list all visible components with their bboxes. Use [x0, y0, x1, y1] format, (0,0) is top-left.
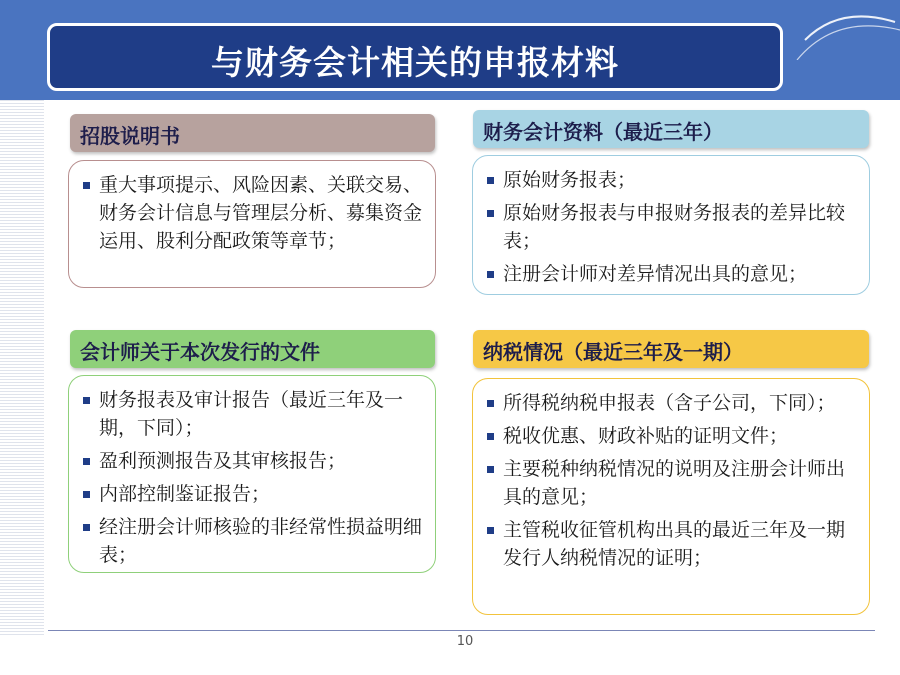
section-header-label: 财务会计资料（最近三年） [483, 120, 723, 144]
bullet-icon [83, 397, 90, 404]
list-item: 原始财务报表； [487, 166, 857, 194]
list-item: 注册会计师对差异情况出具的意见； [487, 260, 857, 288]
slide-title: 与财务会计相关的申报材料 [211, 42, 619, 82]
page-number: 10 [456, 634, 474, 649]
footer-divider [48, 630, 875, 631]
bullet-icon [487, 177, 494, 184]
bullet-icon [83, 458, 90, 465]
section-header-label: 纳税情况（最近三年及一期） [483, 340, 743, 364]
list-item: 重大事项提示、风险因素、关联交易、财务会计信息与管理层分析、募集资金运用、股利分配政策等章节； [83, 171, 423, 255]
bullet-icon [487, 271, 494, 278]
title-bar [47, 23, 783, 91]
list-item: 原始财务报表与申报财务报表的差异比较表； [487, 199, 857, 255]
bullet-icon [83, 491, 90, 498]
list-item: 主管税收征管机构出具的最近三年及一期发行人纳税情况的证明； [487, 516, 857, 572]
section-box-prospectus [68, 160, 436, 288]
bullet-icon [83, 524, 90, 531]
left-stripe-decoration [0, 100, 44, 635]
section-header-label: 招股说明书 [80, 124, 180, 148]
bullet-icon [487, 466, 494, 473]
list-item: 盈利预测报告及其审核报告； [83, 447, 423, 475]
bullet-icon [83, 182, 90, 189]
bullet-icon [487, 527, 494, 534]
section-box-financial-data [472, 155, 870, 295]
section-box-tax-status [472, 378, 870, 615]
list-item: 税收优惠、财政补贴的证明文件； [487, 422, 857, 450]
bullet-icon [487, 210, 494, 217]
list-item: 内部控制鉴证报告； [83, 480, 423, 508]
section-header-label: 会计师关于本次发行的文件 [80, 340, 320, 364]
bullet-icon [487, 433, 494, 440]
section-header-tax-status [473, 330, 869, 368]
section-header-accountant-documents [70, 330, 435, 368]
corner-arc-decoration [795, 0, 900, 60]
section-header-financial-data [473, 110, 869, 148]
list-item: 主要税种纳税情况的说明及注册会计师出具的意见； [487, 455, 857, 511]
list-item: 经注册会计师核验的非经常性损益明细表； [83, 513, 423, 569]
bullet-icon [487, 400, 494, 407]
section-box-accountant-documents [68, 375, 436, 573]
section-header-prospectus [70, 114, 435, 152]
list-item: 财务报表及审计报告（最近三年及一期，下同）； [83, 386, 423, 442]
list-item: 所得税纳税申报表（含子公司，下同）； [487, 389, 857, 417]
